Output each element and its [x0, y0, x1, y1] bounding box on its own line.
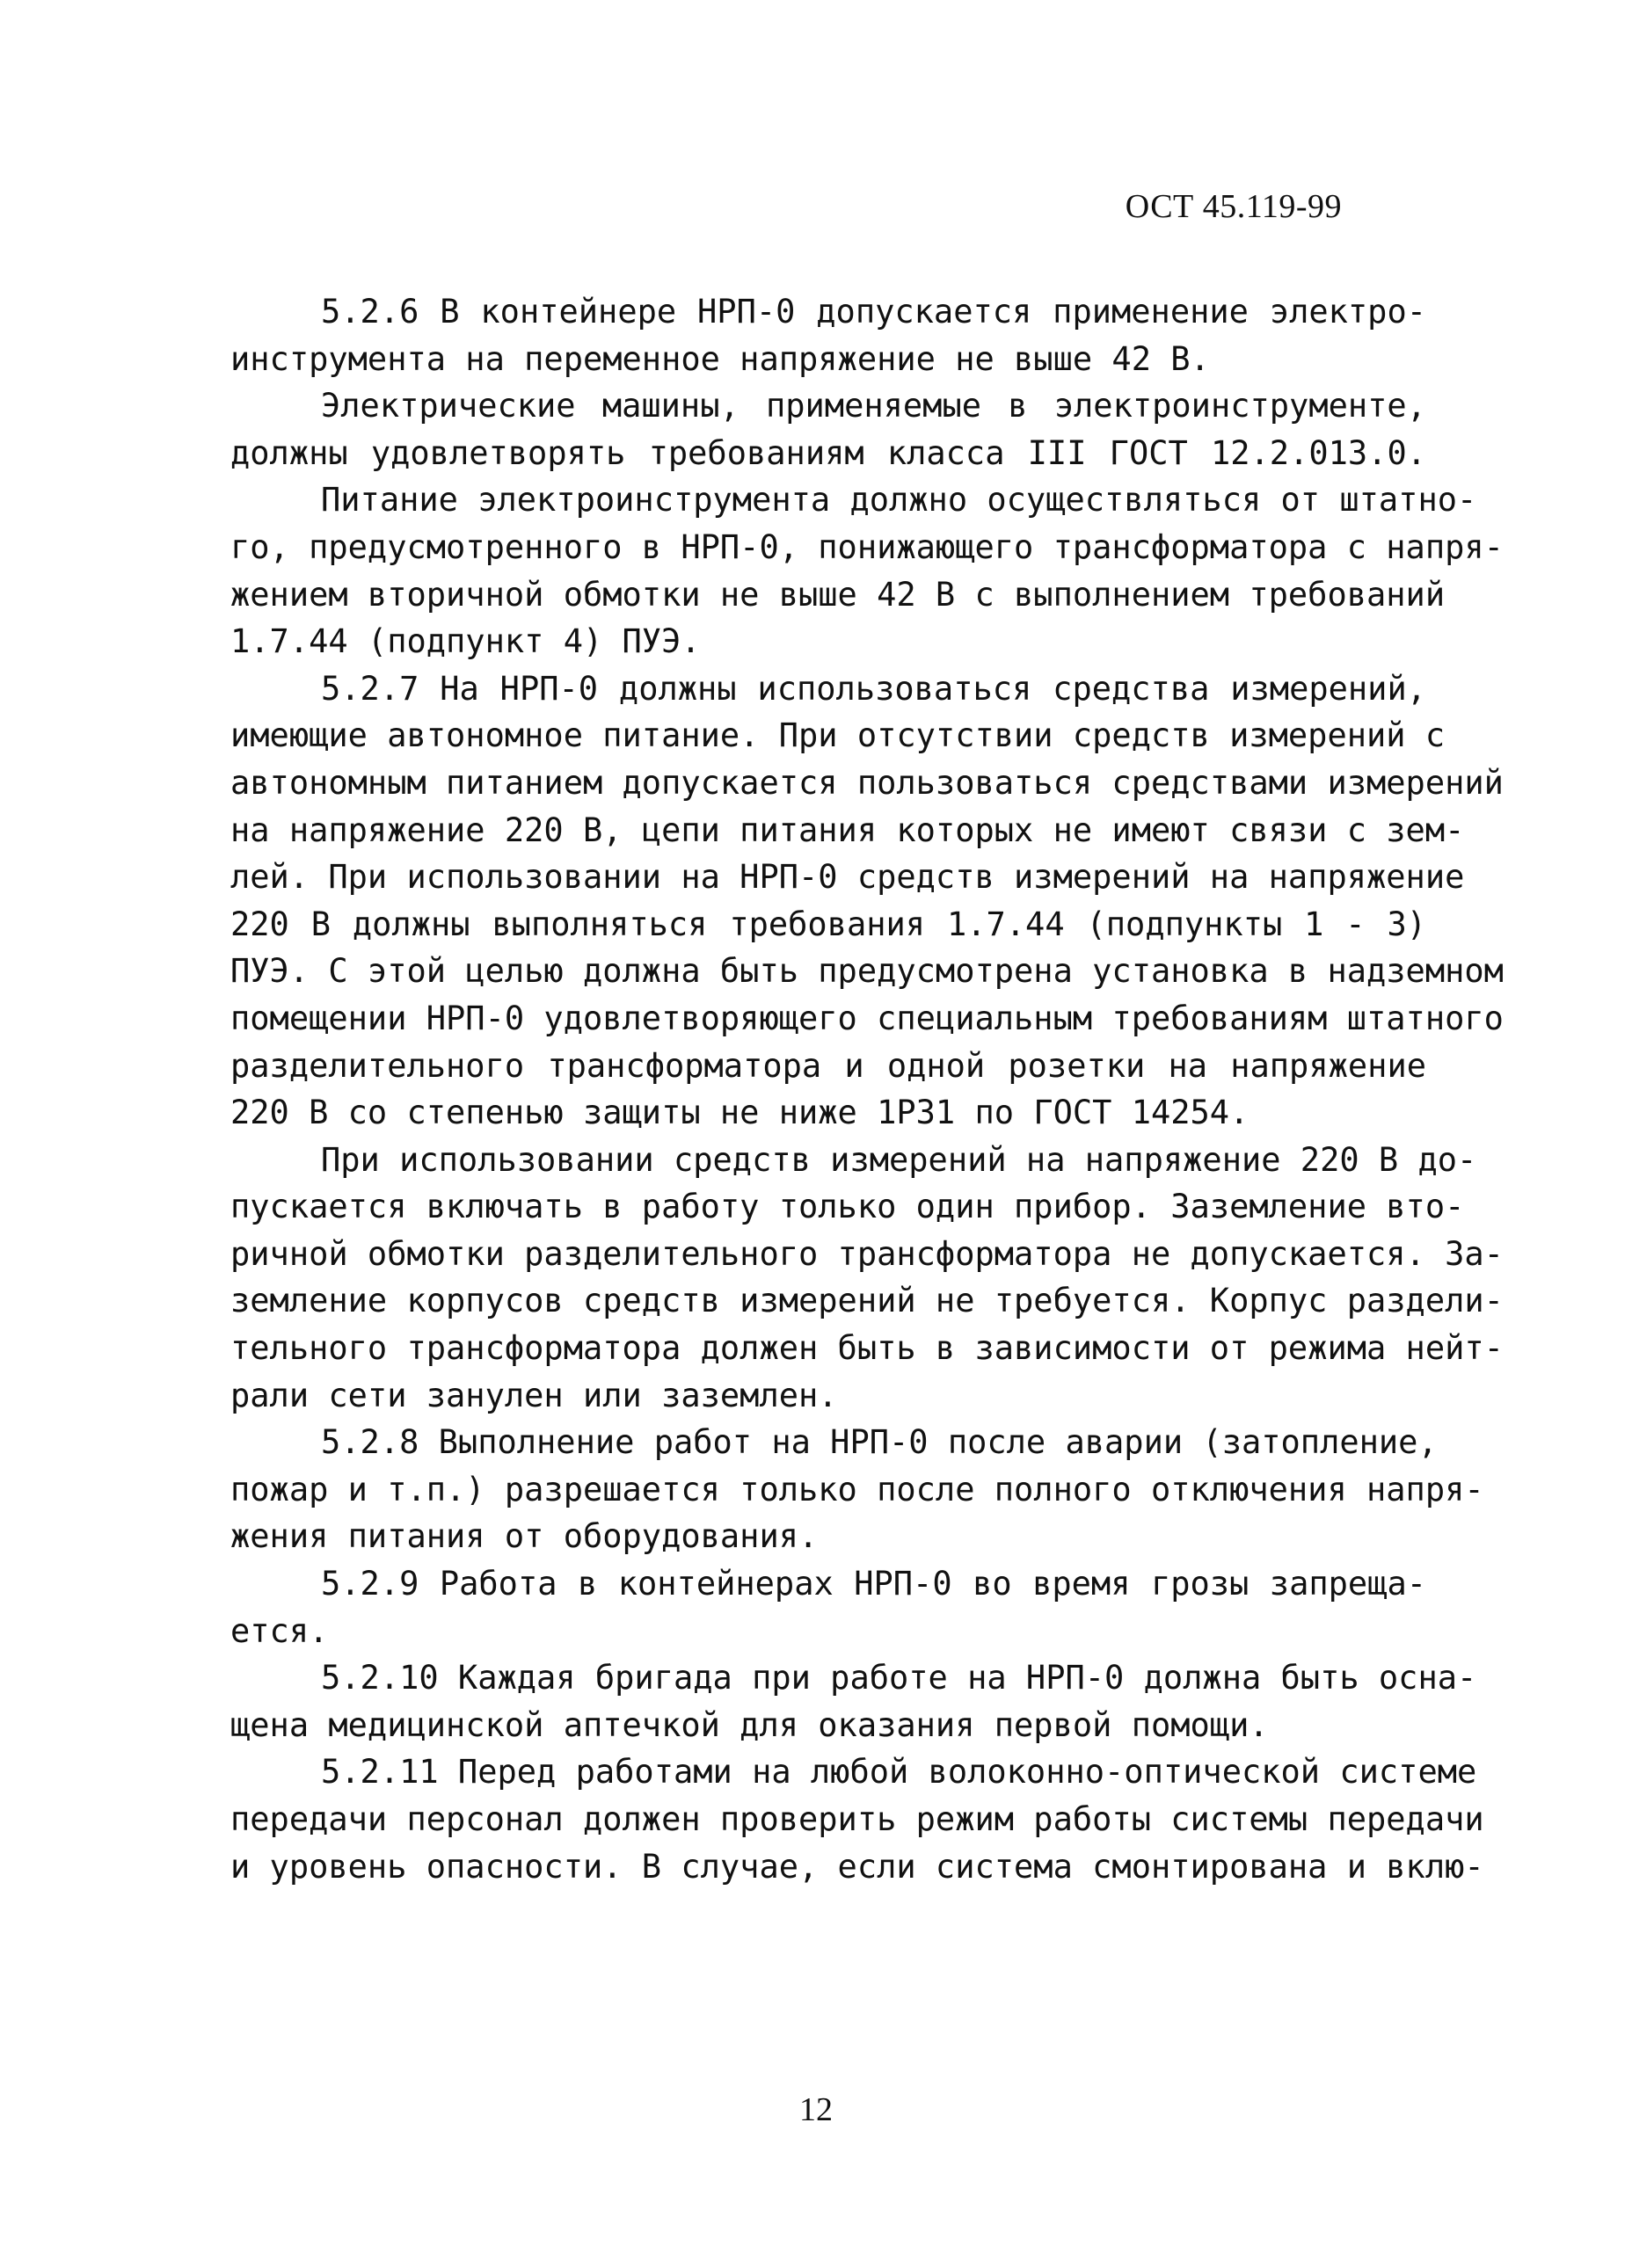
text-line: 5.2.9 Работа в контейнерах НРП-0 во время грозы запреща- — [321, 1565, 1426, 1603]
text-line: 1.7.44 (подпункт 4) ПУЭ. — [230, 622, 701, 661]
text-line: При использовании средств измерений на напряжение 220 В до- — [321, 1140, 1477, 1179]
text-line: 5.2.11 Перед работами на любой волоконно-оптической системе — [321, 1753, 1477, 1792]
text-line: тельного трансформатора должен быть в зависимости от режима нейт- — [230, 1329, 1504, 1368]
text-line: помещении НРП-0 удовлетворяющего специальным требованиям штатного — [230, 999, 1504, 1037]
text-line: Питание электроинструмента должно осуществляться от штатно- — [321, 481, 1477, 520]
text-line: пускается включать в работу только один прибор. Заземление вто- — [230, 1188, 1465, 1226]
text-line: пожар и т.п.) разрешается только после полного отключения напря- — [230, 1470, 1484, 1508]
text-line: жением вторичной обмотки не выше 42 В с выполнением требований — [230, 575, 1446, 614]
text-line: 5.2.8 Выполнение работ на НРП-0 после аварии (затопление, — [321, 1423, 1438, 1462]
text-line: лей. При использовании на НРП-0 средств измерений на напряжение — [230, 858, 1465, 897]
text-line: го, предусмотренного в НРП-0, понижающего трансформатора с напря- — [230, 527, 1504, 566]
document-code: ОСТ 45.119-99 — [1125, 188, 1342, 225]
text-line: должны удовлетворять требованиям класса III ГОСТ 12.2.013.0. — [230, 433, 1426, 472]
text-line: имеющие автономное питание. При отсутствии средств измерений с — [230, 716, 1446, 755]
text-line: на напряжение 220 В, цепи питания которых не имеют связи с зем- — [230, 811, 1465, 849]
text-line: земление корпусов средств измерений не требуется. Корпус раздели- — [230, 1282, 1504, 1320]
text-line: ричной обмотки разделительного трансформатора не допускается. За- — [230, 1234, 1504, 1273]
text-line: инструмента на переменное напряжение не выше 42 В. — [230, 339, 1210, 378]
text-line: 220 В со степенью защиты не ниже 1Р31 по ГОСТ 14254. — [230, 1094, 1250, 1132]
text-line: Электрические машины, применяемые в электроинструменте, — [321, 387, 1426, 425]
text-line: 220 В должны выполняться требования 1.7.44 (подпункты 1 - 3) — [230, 905, 1426, 943]
text-line: ется. — [230, 1611, 329, 1650]
document-body — [230, 288, 1504, 1890]
text-line: жения питания от оборудования. — [230, 1517, 819, 1556]
text-line: автономным питанием допускается пользоваться средствами измерений — [230, 763, 1504, 802]
text-line: 5.2.10 Каждая бригада при работе на НРП-0 должна быть осна- — [321, 1659, 1477, 1697]
text-line: передачи персонал должен проверить режим работы системы передачи — [230, 1800, 1484, 1838]
text-line: разделительного трансформатора и одной розетки на напряжение — [230, 1046, 1426, 1085]
text-line: рали сети занулен или заземлен. — [230, 1376, 838, 1414]
text-line: 5.2.7 На НРП-0 должны использоваться средства измерений, — [321, 669, 1426, 708]
text-line: щена медицинской аптечкой для оказания первой помощи. — [230, 1705, 1269, 1744]
page-number: 12 — [799, 2091, 833, 2128]
text-line: и уровень опасности. В случае, если система смонтирована и вклю- — [230, 1847, 1484, 1886]
text-line: ПУЭ. С этой целью должна быть предусмотрена установка в надземном — [230, 952, 1504, 991]
text-line: 5.2.6 В контейнере НРП-0 допускается применение электро- — [321, 293, 1426, 331]
